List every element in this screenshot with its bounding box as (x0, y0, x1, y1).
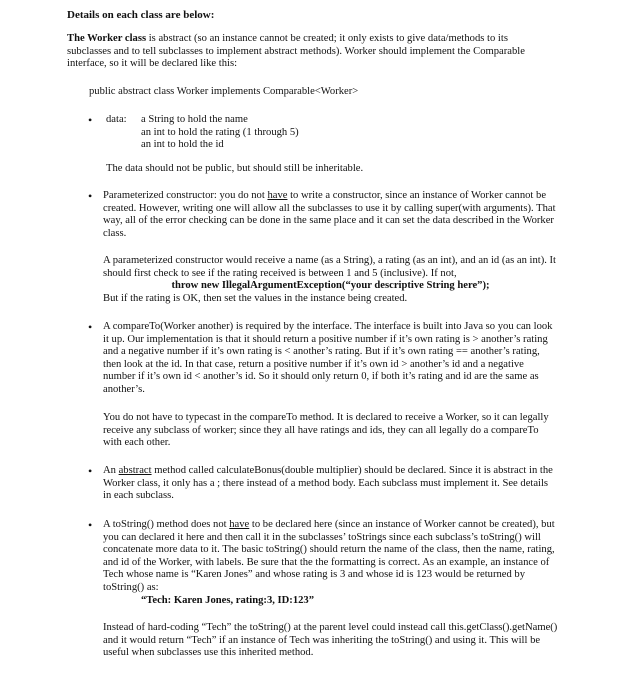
compareto-paragraph-2: You do not have to typecast in the compareTo method. It is declared to receive a Worker, so it can legally receive any subclass of worker; since they all have ratings and ids, they can all legally do a compareTo with each other. (103, 412, 549, 449)
page-heading: Details on each class are below: (67, 9, 215, 21)
bullet-constructor: • (88, 189, 93, 203)
emphasis-abstract: abstract (118, 465, 152, 476)
constructor-paragraph-2: A parameterized constructor would receive a name (as a String), a rating (as an int), and an id (as an int). It should first check to see if the rating received is between 1 and 5 (inclusive). If not, throw new IllegalArgumentException(“your descriptive String here”); But if the rating is OK, then set the values in the instance being created. (103, 255, 557, 304)
tostring-example: “Tech: Karen Jones, rating:3, ID:123” (141, 594, 315, 606)
constructor-paragraph-1: Parameterized constructor: you do not have to write a constructor, since an instance of Worker cannot be created. However, writing one will allow all the subclasses to use it by calling super(with arguments). That way, all of the error checking can be done in the same place and it can set the data described in the Worker class. (103, 190, 556, 239)
bullet-data: • (88, 113, 93, 127)
worker-intro-text: is abstract (so an instance cannot be created; it only exists to give data/methods to its subclasses and to tell subclasses to implement abstract methods). Worker should implement the Comparable interface, so it will be declared like this: (67, 33, 525, 70)
tostring-paragraph-2: Instead of hard-coding “Tech” the toString() at the parent level could instead call this.getClass().getName() and it would return “Tech” if an instance of Tech was inheriting the toString() and using it. This will be useful when subclasses use this inherited method. (103, 622, 558, 659)
tostring-paragraph-1: A toString() method does not have to be declared here (since an instance of Worker cannot be created), but you can declared it here and then call it in the subclasses’ toStrings since each subclass’s toString() will concatenate more data to it. The basic toString() should return the name of the class, then the name, rating, and id of the Worker, with labels. Be sure that the the formatting is correct. As an example, an instance of Tech whose name is “Karen Jones” and whose rating is 3 and whose id is 123 would be returned by toString() as: “Tech: Karen Jones, rating:3, ID:123” (103, 519, 558, 607)
data-field-item: an int to hold the id (141, 139, 224, 151)
constructor-ok-note: But if the rating is OK, then set the values in the instance being created. (103, 292, 408, 304)
bullet-tostring: • (88, 518, 93, 532)
emphasis-have: have (267, 190, 288, 201)
data-field-item: a String to hold the name (141, 114, 248, 125)
throw-statement: throw new IllegalArgumentException(“your descriptive String here”); (171, 280, 490, 292)
data-label: data: (106, 114, 127, 125)
data-field-item: an int to hold the rating (1 through 5) (141, 126, 299, 138)
class-declaration: public abstract class Worker implements Comparable<Worker> (89, 86, 359, 97)
worker-class-term: The Worker class (67, 33, 147, 44)
compareto-paragraph-1: A compareTo(Worker another) is required by the interface. The interface is built into Java so you can look it up. Our implementation is that it should return a positive number if it’s own rating is > another’s rating and a negative number if it’s own rating is < another’s rating. But if it’s own rating == another’s rating, then look at the id. In that case, return a positive number if it’s own id > another’s id and a negative number if it’s own id < another’s id. So it should only return 0, if both it’s rating and id are the same as another’s. (103, 321, 553, 395)
worker-intro-paragraph (67, 33, 547, 71)
bullet-compareto: • (88, 320, 93, 334)
emphasis-have-2: have (229, 519, 250, 530)
data-visibility-note: The data should not be public, but should still be inheritable. (106, 163, 364, 174)
abstract-method-paragraph: An abstract method called calculateBonus(double multiplier) should be declared. Since it is abstract in the Worker class, it only has a ; there instead of a method body. Each subclass must implement it. See details in each subclass. (103, 465, 553, 502)
bullet-abstract-method: • (88, 464, 93, 478)
data-fields-list (141, 114, 299, 152)
